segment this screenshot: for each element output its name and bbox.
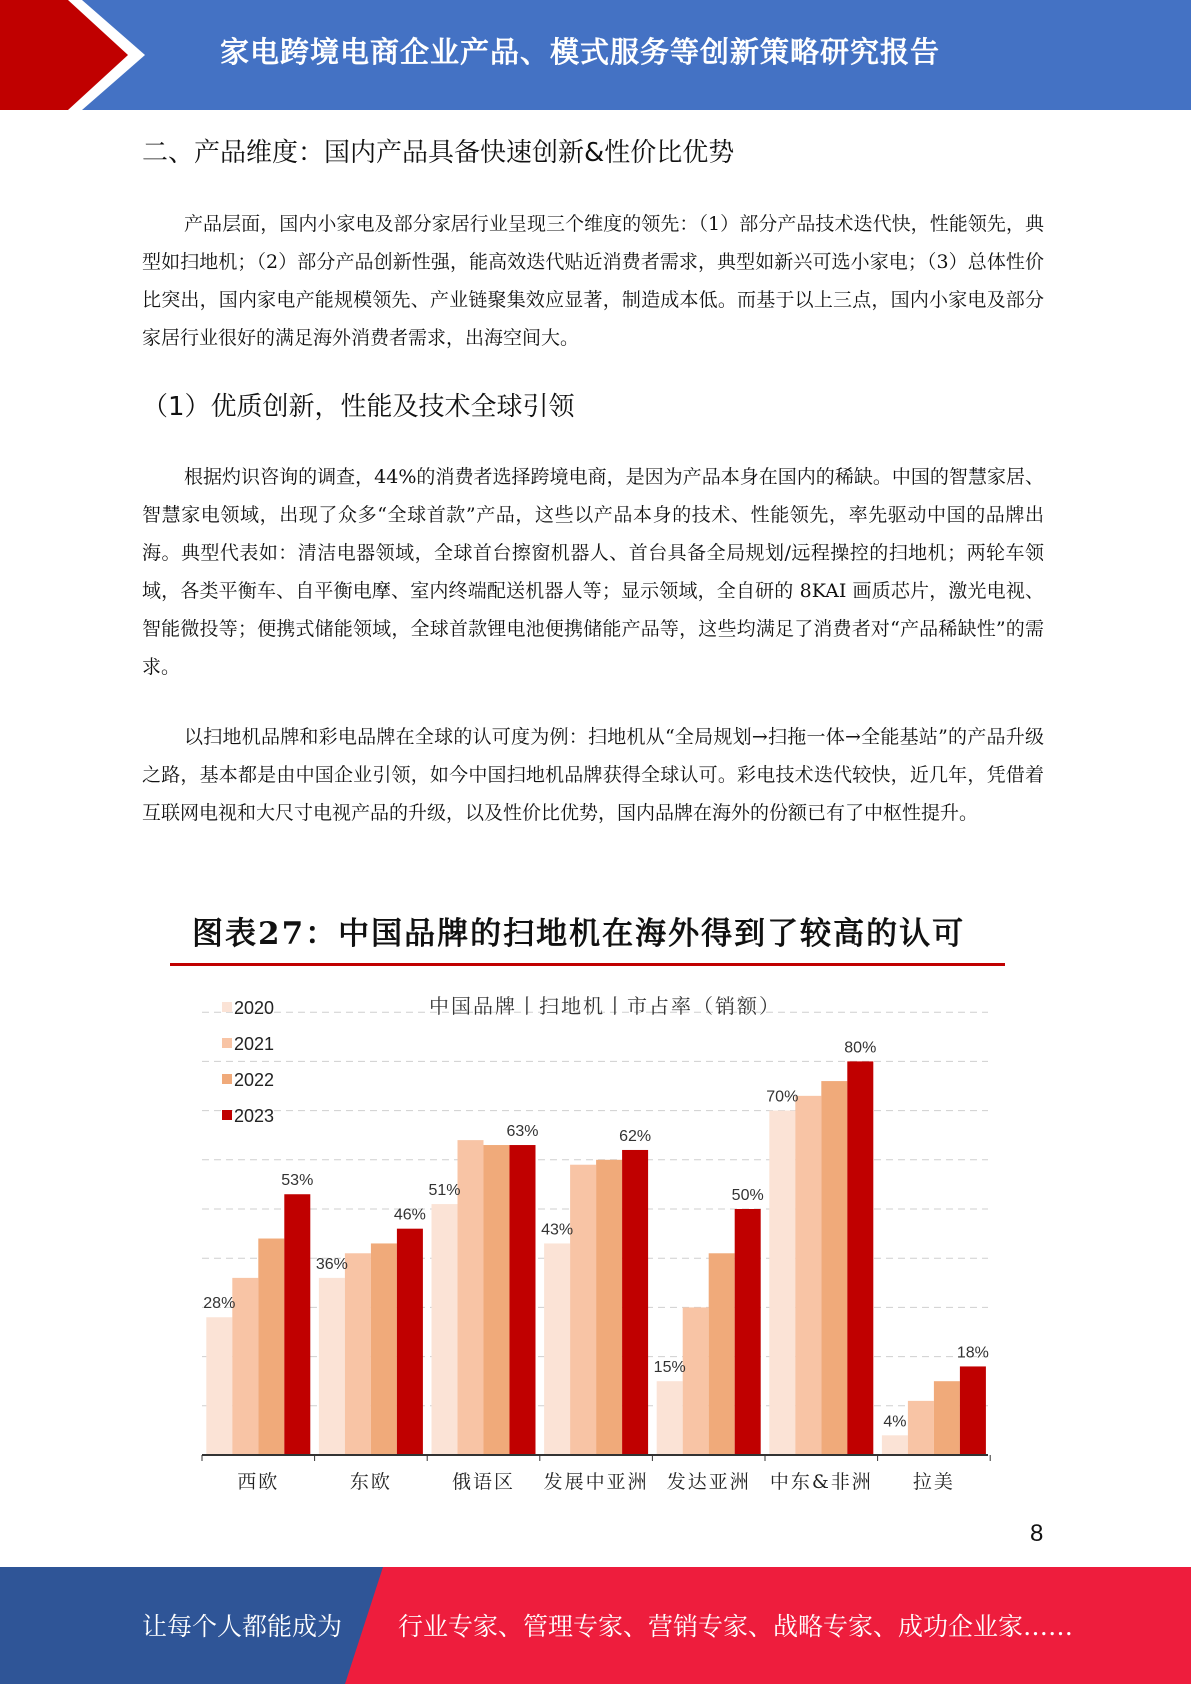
data-label: 53%	[281, 1172, 314, 1190]
legend-swatch-2022	[222, 1074, 232, 1084]
legend-label-2021: 2021	[234, 1034, 275, 1054]
data-label: 46%	[393, 1206, 426, 1224]
data-label: 80%	[844, 1039, 877, 1057]
bar-2023-5	[847, 1061, 873, 1455]
category-label: 西欧	[237, 1471, 280, 1493]
bar-2020-0	[206, 1317, 232, 1455]
figure-title-rule	[170, 963, 1005, 966]
header-arrow-decoration	[0, 0, 160, 110]
category-label: 中东&非洲	[769, 1471, 873, 1493]
category-label: 拉美	[912, 1471, 955, 1493]
page-number: 8	[1030, 1520, 1044, 1547]
data-label: 28%	[203, 1295, 236, 1313]
legend-label-2020: 2020	[234, 998, 275, 1018]
page-footer	[0, 1567, 1191, 1684]
paragraph-product-overview: 产品层面，国内小家电及部分家居行业呈现三个维度的领先：（1）部分产品技术迭代快，性能领先，典型如扫地机；（2）部分产品创新性强，能高效迭代贴近消费者需求，典型如新兴可选小家电；（3）总体性价比突出，国内家电产能规模领先、产业链聚集效应显著，制造成本低。而基于以上三点，国内小家电及部分家居行业很好的满足海外消费者需求，出海空间大。	[142, 213, 1044, 349]
market-share-bar-chart	[190, 980, 1000, 1495]
bar-2022-3	[596, 1160, 622, 1455]
bar-2020-5	[769, 1111, 795, 1455]
paragraph-innovation: 根据灼识咨询的调查，44%的消费者选择跨境电商，是因为产品本身在国内的稀缺。中国的智慧家居、智慧家电领域，出现了众多“全球首款”产品，这些以产品本身的技术、性能领先，率先驱动中国的品牌出海。典型代表如：清洁电器领域，全球首台擦窗机器人、首台具备全局规划/远程操控的扫地机；两轮车领域，各类平衡车、自平衡电摩、室内终端配送机器人等；显示领域，全自研的 8KAI 画质芯片，激光电视、智能微投等；便携式储能领域，全球首款锂电池便携储能产品等，这些均满足了消费者对“产品稀缺性”的需求。	[142, 466, 1044, 678]
bar-2021-3	[570, 1165, 596, 1455]
data-label: 18%	[956, 1344, 989, 1362]
bar-2022-1	[371, 1243, 397, 1455]
data-label: 4%	[883, 1413, 907, 1431]
subsection-heading: （1）优质创新，性能及技术全球引领	[142, 392, 575, 422]
data-label: 51%	[428, 1182, 461, 1200]
page-header	[0, 0, 1191, 110]
footer-slogan-left: 让每个人都能成为	[142, 1612, 343, 1641]
bar-2022-6	[934, 1381, 960, 1455]
data-label: 43%	[541, 1221, 574, 1239]
data-label: 70%	[766, 1088, 799, 1106]
data-label: 50%	[731, 1187, 764, 1204]
bar-2023-0	[284, 1194, 310, 1455]
footer-slogan-right: 行业专家、管理专家、营销专家、战略专家、成功企业家……	[398, 1612, 1074, 1641]
data-label: 62%	[619, 1127, 652, 1145]
legend-swatch-2021	[222, 1038, 232, 1048]
figure-title: 图表27：中国品牌的扫地机在海外得到了较高的认可	[192, 916, 966, 952]
bar-2021-0	[232, 1278, 258, 1455]
category-label: 俄语区	[451, 1471, 516, 1493]
bar-2023-6	[960, 1366, 986, 1455]
section-heading: 二、产品维度：国内产品具备快速创新&性价比优势	[142, 138, 735, 168]
data-label: 36%	[315, 1255, 348, 1273]
bar-2020-4	[657, 1381, 683, 1455]
data-label: 63%	[506, 1123, 539, 1141]
bar-2023-3	[622, 1150, 648, 1455]
bar-2021-1	[345, 1253, 371, 1455]
bar-2023-1	[397, 1229, 423, 1455]
bar-2020-1	[319, 1278, 345, 1455]
bar-2021-6	[908, 1401, 934, 1455]
bar-2020-2	[432, 1204, 458, 1455]
bar-2023-2	[510, 1145, 536, 1455]
data-label: 15%	[653, 1359, 686, 1377]
category-label: 发达亚洲	[666, 1471, 751, 1493]
category-label: 发展中亚洲	[543, 1471, 649, 1493]
legend-swatch-2023	[222, 1110, 232, 1120]
header-title: 家电跨境电商企业产品、模式服务等创新策略研究报告	[220, 35, 941, 69]
bar-2021-2	[458, 1140, 484, 1455]
chart-title: 中国品牌丨扫地机丨市占率（销额）	[429, 994, 781, 1018]
bar-2020-3	[544, 1243, 570, 1455]
paragraph-brand-recognition: 以扫地机品牌和彩电品牌在全球的认可度为例：扫地机从“全局规划→扫拖一体→全能基站”的产品升级之路，基本都是由中国企业引领，如今中国扫地机品牌获得全球认可。彩电技术迭代较快，近几年，凭借着互联网电视和大尺寸电视产品的升级，以及性价比优势，国内品牌在海外的份额已有了中枢性提升。	[142, 726, 1044, 824]
legend-label-2023: 2023	[234, 1106, 275, 1126]
bar-2021-5	[795, 1096, 821, 1455]
bar-2021-4	[683, 1307, 709, 1455]
bar-2022-2	[484, 1145, 510, 1455]
bar-2023-4	[735, 1209, 761, 1455]
legend-label-2022: 2022	[234, 1070, 275, 1090]
bar-2022-0	[258, 1239, 284, 1455]
legend-swatch-2020	[222, 1002, 232, 1012]
bar-2022-5	[821, 1081, 847, 1455]
bar-2020-6	[882, 1435, 908, 1455]
category-label: 东欧	[349, 1471, 392, 1493]
bar-2022-4	[709, 1253, 735, 1455]
